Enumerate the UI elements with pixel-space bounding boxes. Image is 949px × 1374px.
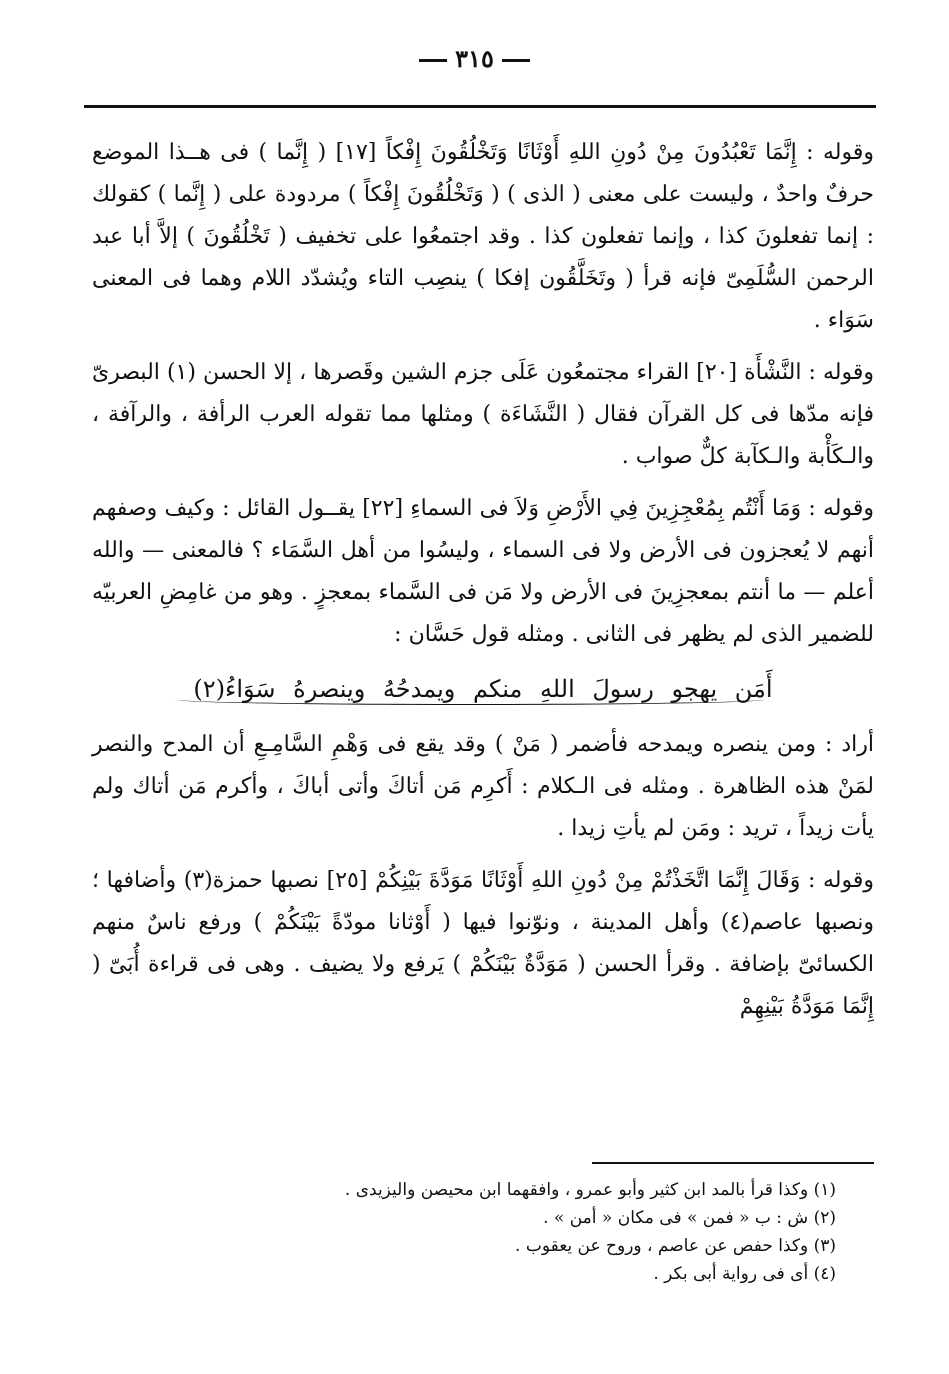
paragraph-2: وقوله : النَّشْأَة [٢٠] القراء مجتمعُون عَلَى جزم الشين وقَصرها ، إلا الحسن (١) البصرىّ فإنه مدّها فى كل القرآن فقال ( النَّشَاءَة ) ومثلها مما تقوله العرب الرأفة ، والرآفة ، والـكَأْبة والـكآبة كلٌّ صواب . [92, 360, 874, 469]
paragraph-3: وقوله : وَمَا أَنْتُم بِمُعْجِزِينَ فِي الأَرْضِ وَلاَ فى السماءِ [٢٢] يقــول القائل : وكيف وصفهم أنهم لا يُعجزون فى الأرض ولا فى السماء ، وليسُوا من أهل السَّمَاء ؟ فالمعنى — والله أعلم — ما أنتم بمعجزِينَ فى الأرض ولا مَن فى السَّماء بمعجزٍ . وهو من غامِضِ العربيّه للضمير الذى لم يظهر فى الثانى . ومثله قول حَسَّان : [92, 496, 874, 647]
main-text [92, 132, 874, 1028]
header-rule [84, 105, 876, 108]
page-number-dash-left [419, 59, 447, 62]
footnote-4: (٤) أى فى رواية أبى بكر . [653, 1264, 836, 1284]
paragraph-5: وقوله : وَقَالَ إِنَّمَا اتَّخَذْتُمْ مِنْ دُونِ اللهِ أَوْثَانًا مَوَدَّةَ بَيْنِكُمْ [٢٥] نصبها حمزة(٣) وأضافها ؛ ونصبها عاصم(٤) وأهل المدينة ، ونوّنوا فيها ( أَوْثانا مودّةً بَيْنَكُمْ ) ورفع ناسٌ منهم الكسائىّ بإضافة . وقرأ الحسن ( مَوَدَّةٌ بَيْنَكُمْ ) يَرفع ولا يضيف . وهى فى قراءة أُبَىّ ( إِنَّمَا مَوَدَّةُ بَيْنِهِمْ [92, 868, 874, 1019]
page-number [0, 44, 949, 73]
handwritten-underline [175, 694, 765, 705]
paragraph-1: وقوله : إِنَّمَا تَعْبُدُونَ مِنْ دُونِ اللهِ أَوْثَانًا وَتَخْلُقُونَ إِفْكاً [١٧] ( إِنَّما ) فى هــذا الموضع حرفٌ واحدٌ ، وليست على معنى ( الذى ) ( وَتَخْلُقُونَ إِفْكاً ) مردودة على ( إِنَّما ) كقولك : إنما تفعلونَ كذا ، وإنما تفعلون كذا . وقد اجتمعُوا على تخفيف ( تَخْلُقُونَ ) إلاَّ أبا عبد الرحمن السُّلَمِىّ فإنه قرأ ( وتَخَلَّقُون إفكا ) ينصِب التاء ويُشدّد اللام وهما فى المعنى سَوَاء . [92, 140, 874, 333]
paragraph-4: أراد : ومن ينصره ويمدحه فأضمر ( مَنْ ) وقد يقع فى وَهْمِ السَّامِـعِ أن المدح والنصر لمَنْ هذه الظاهرة . ومثله فى الـكلام : أَكرِم مَن أتاكَ وأتى أباكَ ، وأكرم مَن أتاك ولم يأت زيداً ، تريد : ومَن لم يأتِ زيدا . [92, 732, 874, 841]
footnote-3: (٣) وكذا حفص عن عاصم ، وروح عن يعقوب . [515, 1236, 836, 1256]
footnote-rule [592, 1162, 874, 1164]
footnotes [300, 1176, 836, 1288]
poetry-verse: أَمَن يهجو رسولَ اللهِ منكم ويمدحُهُ وينصرهُ سَوَاءُ(٢) [193, 675, 773, 703]
page-number-dash-right [502, 59, 530, 62]
page-number-text: ٣١٥ [455, 44, 494, 73]
footnote-2: (٢) ش : ب « فمن » فى مكان « أمن » . [543, 1208, 836, 1228]
footnote-1: (١) وكذا قرأ بالمد ابن كثير وأبو عمرو ، وافقهما ابن محيصن واليزيدى . [344, 1180, 836, 1200]
